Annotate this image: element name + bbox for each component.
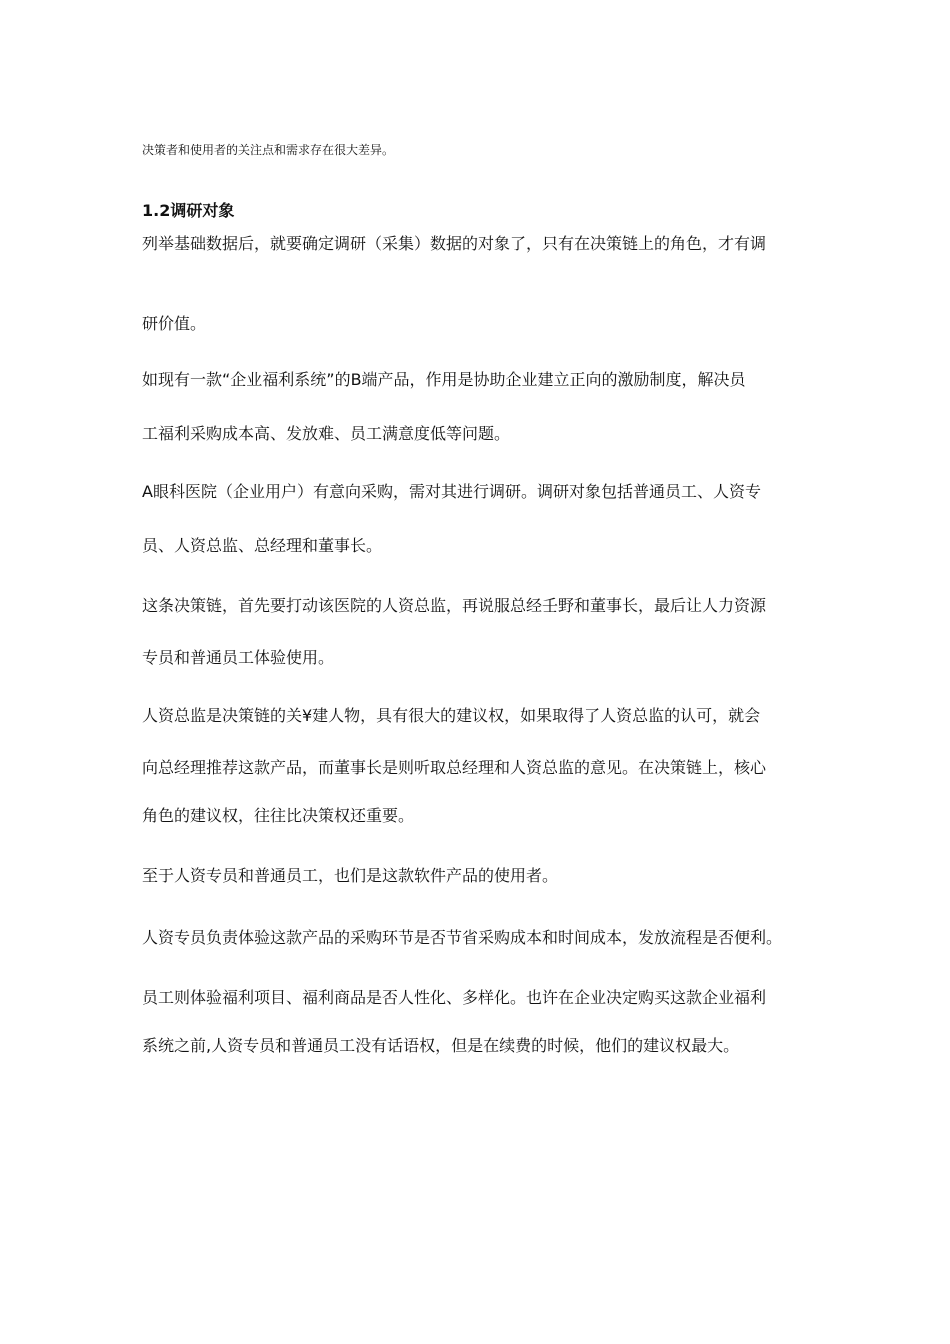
paragraph-line: 人资专员负责体验这款产品的采购环节是否节省采购成本和时间成本，发放流程是否便利。 <box>142 928 783 947</box>
paragraph-line: 至于人资专员和普通员工，也们是这款软件产品的使用者。 <box>142 866 559 885</box>
paragraph-line: 列举基础数据后，就要确定调研（采集）数据的对象了，只有在决策链上的角色，才有调 <box>142 234 767 253</box>
section-heading: 1.2调研对象 <box>142 201 235 220</box>
paragraph-line: 人资总监是决策链的关¥建人物，具有很大的建议权，如果取得了人资总监的认可，就会 <box>142 706 761 725</box>
paragraph-line: 员工则体验福利项目、福利商品是否人性化、多样化。也许在企业决定购买这款企业福利 <box>142 988 767 1007</box>
paragraph-line: A眼科医院（企业用户）有意向采购，需对其进行调研。调研对象包括普通员工、人资专 <box>142 482 761 501</box>
paragraph-line: 角色的建议权，往往比决策权还重要。 <box>142 806 415 825</box>
paragraph-line: 工福利采购成本高、发放难、员工满意度低等问题。 <box>142 424 511 443</box>
paragraph-line: 系统之前,人资专员和普通员工没有话语权，但是在续费的时候，他们的建议权最大。 <box>142 1036 740 1055</box>
paragraph-line: 员、人资总监、总经理和董事长。 <box>142 536 383 555</box>
paragraph-line: 向总经理推荐这款产品，而董事长是则听取总经理和人资总监的意见。在决策链上，核心 <box>142 758 767 777</box>
paragraph-line: 专员和普通员工体验使用。 <box>142 648 335 667</box>
paragraph-line: 研价值。 <box>142 314 207 333</box>
intro-line: 决策者和使用者的关注点和需求存在很大差异。 <box>142 143 395 157</box>
paragraph-line: 如现有一款“企业福利系统”的B端产品，作用是协助企业建立正向的激励制度，解决员 <box>142 370 746 389</box>
paragraph-line: 这条决策链，首先要打动该医院的人资总监，再说服总经壬野和董事长，最后让人力资源 <box>142 596 767 615</box>
